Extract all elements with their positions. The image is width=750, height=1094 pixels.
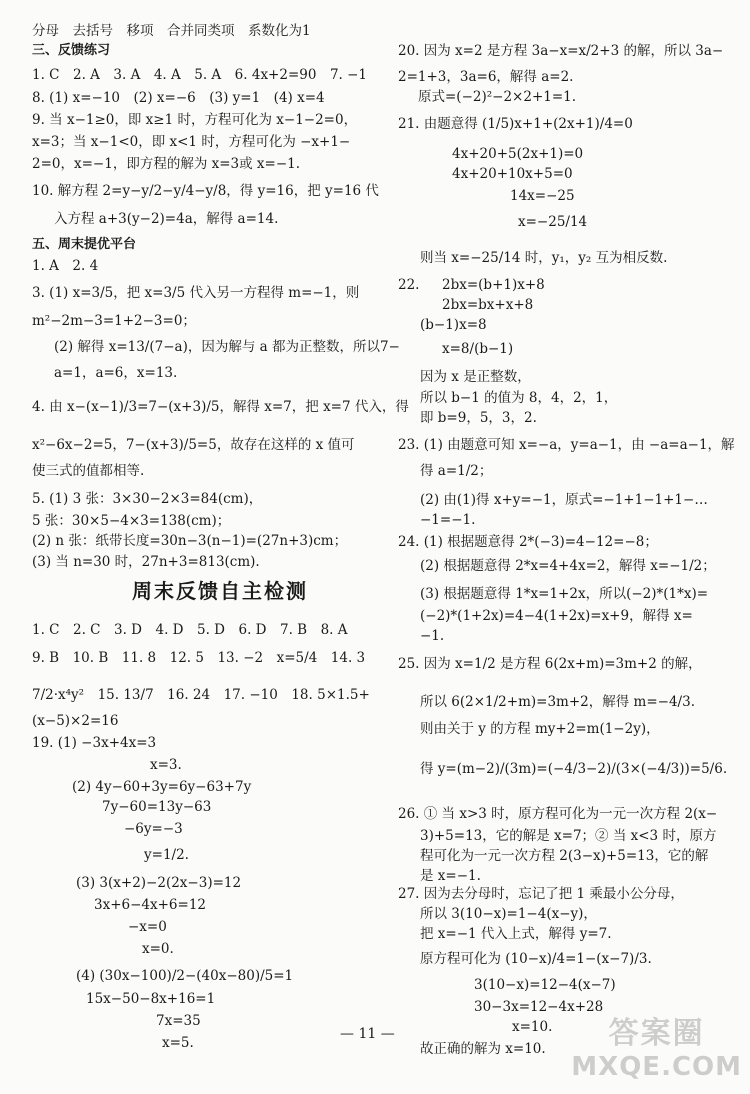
text-line: (2) 解得 x=13/(7−a)，因为解与 a 都为正整数，所以7− — [54, 339, 400, 355]
text-line: 所以 b−1 的值为 8，4，2，1， — [420, 390, 618, 406]
text-line: 14x=−25 — [510, 188, 575, 204]
text-line: 2bx=(b+1)x+8 — [442, 277, 545, 293]
text-line: 22. — [398, 277, 420, 293]
text-line: 程可化为一元一次方程 2(3−x)+5=13，它的解 — [420, 848, 709, 864]
text-line: 26. ① 当 x>3 时，原方程可化为一元一次方程 2(x− — [398, 806, 718, 822]
text-line: 2=1+3，3a=6，解得 a=2. — [398, 69, 574, 85]
text-line: x²−6x−2=5，7−(x+3)/5=5，故存在这样的 x 值可 — [32, 437, 355, 453]
text-line: 3. (1) x=3/5，把 x=3/5 代入另一方程得 m=−1，则 — [32, 285, 360, 301]
text-line: 4. 由 x−(x−1)/3=7−(x+3)/5，解得 x=7，把 x=7 代入，得 — [32, 399, 409, 415]
text-line: 25. 因为 x=1/2 是方程 6(2x+m)=3m+2 的解， — [398, 656, 702, 672]
text-line: 30−3x=12−4x+28 — [474, 999, 604, 1015]
text-line: 原式=(−2)²−2×2+1=1. — [418, 89, 577, 105]
text-line: 9. 当 x−1≥0，即 x≥1 时，方程可化为 x−1−2=0， — [32, 112, 358, 128]
text-line: 4x+20+5(2x+1)=0 — [452, 146, 584, 162]
text-line: (b−1)x=8 — [420, 317, 487, 333]
text-line: a=1，a=6，x=13. — [54, 365, 178, 381]
text-line: 得 a=1/2； — [420, 463, 493, 479]
text-line: 则当 x=−25/14 时，y₁，y₂ 互为相反数. — [420, 250, 668, 266]
text-line: 21. 由题意得 (1/5)x+1+(2x+1)/4=0 — [398, 116, 633, 132]
text-line: 2bx=bx+x+8 — [442, 297, 534, 313]
text-line: (3) 当 n=30 时，27n+3=813(cm). — [32, 554, 260, 570]
text-line: 故正确的解为 x=10. — [420, 1041, 546, 1057]
watermark-line: MXQE.COM — [571, 1052, 742, 1082]
text-line: 27. 因为去分母时，忘记了把 1 乘最小公分母， — [398, 886, 684, 902]
text-line: 原方程可化为 (10−x)/4=1−(x−7)/3. — [420, 951, 652, 967]
text-line: x=3. — [150, 757, 182, 773]
text-line: x=0. — [142, 941, 174, 957]
text-line: 20. 因为 x=2 是方程 3a−x=x/2+3 的解，所以 3a− — [398, 43, 724, 59]
text-line: 使三式的值都相等. — [32, 463, 145, 479]
text-line: 15x−50−8x+16=1 — [86, 991, 216, 1007]
section-title: 周末反馈自主检测 — [132, 579, 308, 603]
text-line: 5 张：30×5−4×3=138(cm)； — [32, 513, 231, 529]
text-line: 3(10−x)=12−4(x−7) — [474, 977, 616, 993]
text-line: 得 y=(m−2)/(3m)=(−4/3−2)/(3×(−4/3))=5/6. — [420, 761, 728, 777]
text-line: (2) n 张：纸带长度=30n−3(n−1)=(27n+3)cm； — [32, 533, 348, 549]
text-line: 3)+5=13，它的解是 x=7；② 当 x<3 时，原方 — [420, 828, 717, 844]
text-line: (2) 由(1)得 x+y=−1，原式=−1+1−1+1−… — [420, 492, 708, 508]
text-line: 1. C 2. C 3. D 4. D 5. D 6. D 7. B 8. A — [32, 622, 348, 638]
text-line: 所以 6(2×1/2+m)=3m+2，解得 m=−4/3. — [420, 694, 695, 710]
text-line: 3x+6−4x+6=12 — [94, 897, 207, 913]
text-line: 7x=35 — [156, 1013, 201, 1029]
text-line: x=−25/14 — [518, 214, 588, 230]
text-line: (2) 4y−60+3y=6y−63+7y — [72, 779, 252, 795]
text-line: 19. (1) −3x+4x=3 — [32, 735, 157, 751]
text-line: x=5. — [162, 1035, 194, 1051]
page-number: — 11 — — [340, 1026, 395, 1042]
text-line: 所以 3(10−x)=1−4(x−y)， — [420, 906, 597, 922]
text-line: 8. (1) x=−10 (2) x=−6 (3) y=1 (4) x=4 — [32, 90, 325, 106]
text-line: (2) 根据题意得 2*x=4+4x=2，解得 x=−1/2； — [420, 558, 716, 574]
text-line: (4) (30x−100)/2−(40x−80)/5=1 — [76, 968, 294, 984]
text-line: 1. C 2. A 3. A 4. A 5. A 6. 4x+2=90 7. −1 — [32, 67, 368, 83]
text-line: 即 b=9，5，3，2. — [420, 410, 537, 426]
text-line: −1=−1. — [420, 512, 476, 528]
text-line: (3) 根据题意得 1*x=1+2x，所以(−2)*(1*x)= — [420, 586, 709, 602]
text-line: 23. (1) 由题意可知 x=−a，y=a−1，由 −a=a−1，解 — [398, 437, 735, 453]
text-line: x=10. — [512, 1019, 553, 1035]
text-line: x=8/(b−1) — [442, 341, 514, 357]
text-line: 7/2·x⁴y² 15. 13/7 16. 24 17. −10 18. 5×1.5+ — [32, 687, 370, 703]
text-line: 1. A 2. 4 — [32, 258, 99, 274]
text-line: 7y−60=13y−63 — [102, 799, 212, 815]
text-line: (x−5)×2=16 — [32, 713, 119, 729]
text-line: 24. (1) 根据题意得 2*(−3)=4−12=−8； — [398, 534, 658, 550]
watermark-line: 答案圈 — [608, 1016, 705, 1051]
text-line: (3) 3(x+2)−2(2x−3)=12 — [76, 875, 242, 891]
text-line: −x=0 — [128, 919, 167, 935]
section-heading: 五、周末提优平台 — [32, 237, 137, 252]
text-line: 9. B 10. B 11. 8 12. 5 13. −2 x=5/4 14. 3 — [32, 650, 366, 666]
text-line: 5. (1) 3 张：3×30−2×3=84(cm)， — [32, 491, 263, 507]
text-line: −6y=−3 — [124, 821, 183, 837]
watermark — [571, 1008, 742, 1082]
text-line: 4x+20+10x+5=0 — [452, 166, 573, 182]
text-line: 把 x=−1 代入上式，解得 y=7. — [420, 926, 612, 942]
text-line: −1. — [420, 628, 445, 644]
text-line: m²−2m−3=1+2−3=0； — [32, 313, 196, 329]
text-line: 则由关于 y 的方程 my+2=m(1−2y)， — [420, 721, 660, 737]
text-line: x=3；当 x−1<0，即 x<1 时，方程可化为 −x+1− — [32, 134, 351, 150]
text-line: (−2)*(1+2x)=4−4(1+2x)=x+9，解得 x= — [420, 608, 693, 624]
text-line: 10. 解方程 2=y−y/2−y/4−y/8，得 y=16，把 y=16 代 — [32, 183, 379, 199]
text-line: 因为 x 是正整数， — [420, 369, 531, 385]
section-heading: 三、反馈练习 — [32, 43, 111, 58]
text-line: 入方程 a+3(y−2)=4a，解得 a=14. — [54, 211, 279, 227]
text-line: y=1/2. — [144, 847, 189, 863]
text-line: 2=0，x=−1，即方程的解为 x=3或 x=−1. — [32, 156, 301, 172]
text-line: 分母 去括号 移项 合并同类项 系数化为1 — [32, 23, 311, 39]
text-line: 是 x=−1. — [420, 868, 481, 884]
